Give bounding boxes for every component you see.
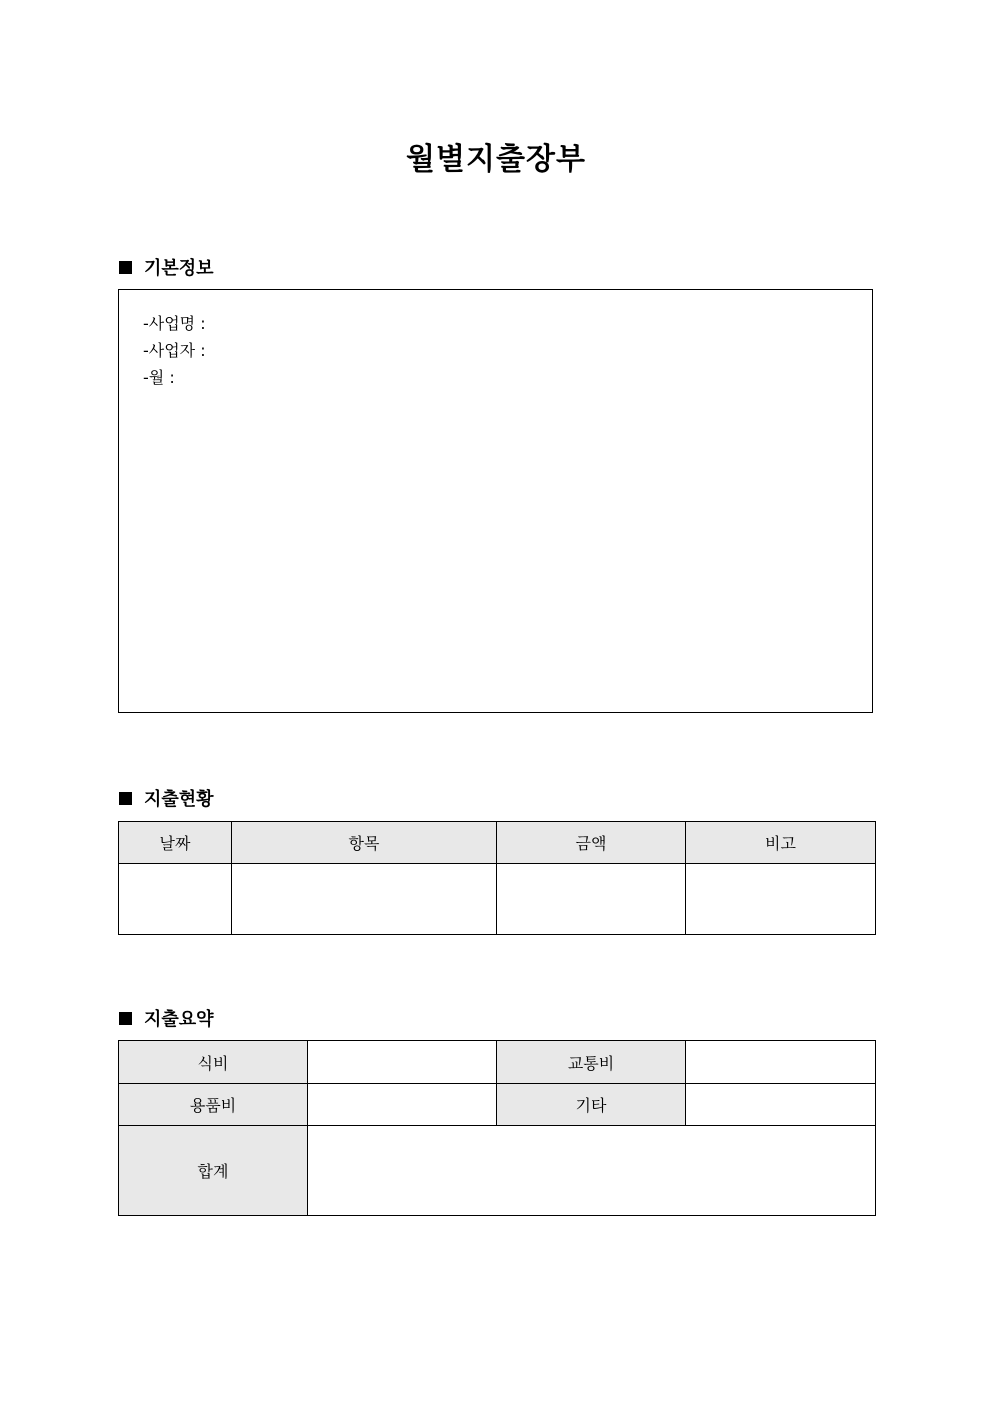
supplies-label: 용품비: [119, 1084, 308, 1126]
column-header-note: 비고: [686, 822, 876, 864]
expense-summary-table: [118, 1040, 876, 1216]
summary-total-row: [119, 1126, 876, 1216]
column-header-date: 날짜: [119, 822, 232, 864]
square-bullet-icon: [119, 1012, 132, 1025]
amount-cell[interactable]: [497, 864, 686, 935]
month-line[interactable]: -월 :: [143, 368, 175, 387]
table-header-row: [119, 822, 876, 864]
page-title: 월별지출장부: [406, 142, 586, 177]
expense-status-table: [118, 821, 876, 935]
summary-row: [119, 1041, 876, 1084]
summary-row: [119, 1084, 876, 1126]
supplies-value-cell[interactable]: [308, 1084, 497, 1126]
food-label: 식비: [119, 1041, 308, 1084]
square-bullet-icon: [119, 792, 132, 805]
business-owner-line[interactable]: -사업자 :: [143, 341, 206, 360]
section-heading-expense-status: [119, 785, 214, 811]
food-value-cell[interactable]: [308, 1041, 497, 1084]
other-value-cell[interactable]: [686, 1084, 876, 1126]
table-row: [119, 864, 876, 935]
transport-label: 교통비: [497, 1041, 686, 1084]
basic-info-box: [118, 289, 873, 713]
business-name-line[interactable]: -사업명 :: [143, 314, 206, 333]
square-bullet-icon: [119, 261, 132, 274]
total-label: 합계: [119, 1126, 308, 1216]
date-cell[interactable]: [119, 864, 232, 935]
basic-info-lines: [143, 310, 206, 391]
section-heading-label: 지출현황: [144, 789, 214, 810]
item-cell[interactable]: [232, 864, 497, 935]
section-heading-label: 기본정보: [144, 258, 214, 279]
section-heading-basic-info: [119, 254, 214, 280]
section-heading-label: 지출요약: [144, 1009, 214, 1030]
note-cell[interactable]: [686, 864, 876, 935]
total-value-cell[interactable]: [308, 1126, 876, 1216]
column-header-amount: 금액: [497, 822, 686, 864]
transport-value-cell[interactable]: [686, 1041, 876, 1084]
column-header-item: 항목: [232, 822, 497, 864]
other-label: 기타: [497, 1084, 686, 1126]
section-heading-expense-summary: [119, 1005, 214, 1031]
